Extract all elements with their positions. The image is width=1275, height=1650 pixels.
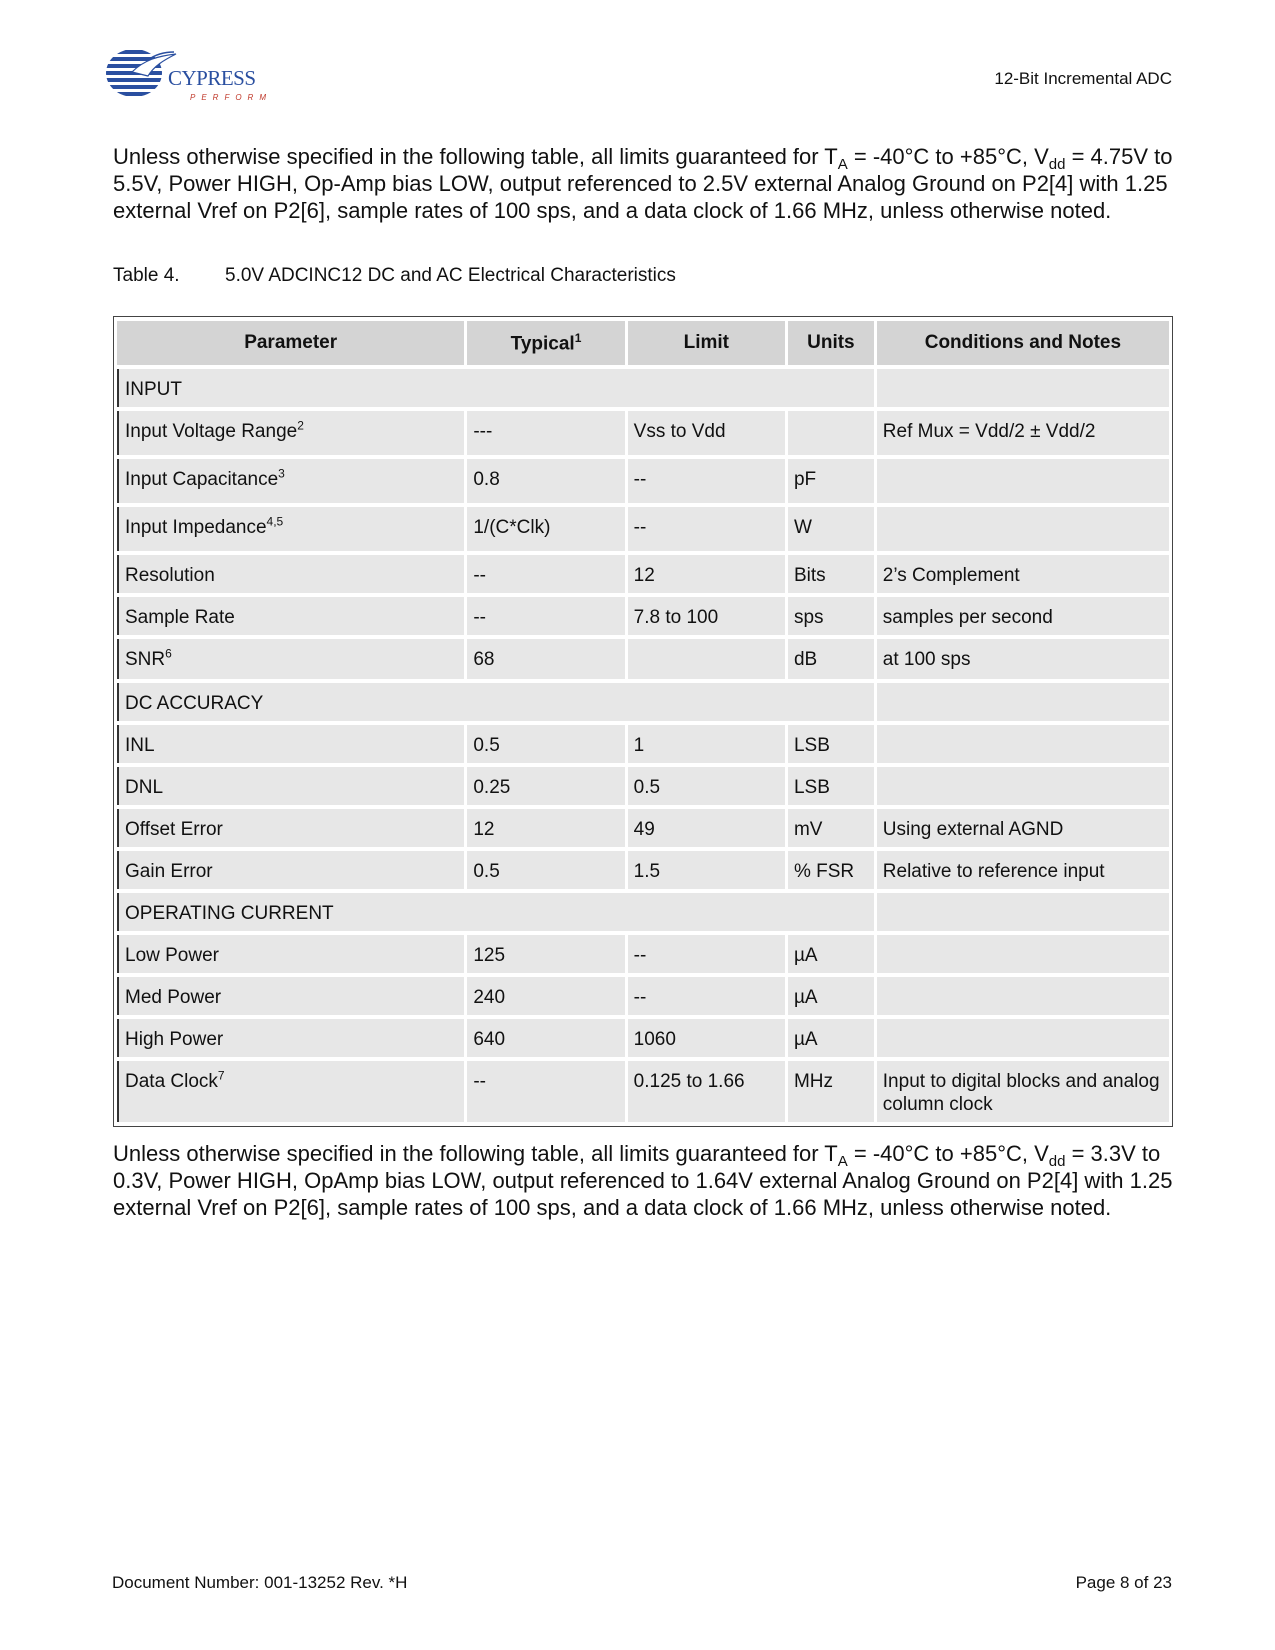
cell-parameter: Offset Error bbox=[117, 809, 464, 847]
header-parameter: Parameter bbox=[117, 321, 464, 365]
cell-units: LSB bbox=[788, 725, 874, 763]
cell-typical: 0.5 bbox=[467, 725, 624, 763]
cell-limit: 1.5 bbox=[628, 851, 785, 889]
section-label: DC ACCURACY bbox=[117, 683, 874, 721]
cell-typical: 0.5 bbox=[467, 851, 624, 889]
cell-parameter: DNL bbox=[117, 767, 464, 805]
table-caption bbox=[113, 265, 676, 287]
cell-typical: 240 bbox=[467, 977, 624, 1015]
cell-typical: 640 bbox=[467, 1019, 624, 1057]
header-typical: Typical$^1$ bbox=[467, 321, 624, 365]
cell-conditions bbox=[877, 459, 1169, 503]
cell-limit bbox=[628, 639, 785, 679]
cell-units: W bbox=[788, 507, 874, 551]
page-number: Page 8 of 23 bbox=[1075, 1573, 1172, 1592]
cell-limit: 49 bbox=[628, 809, 785, 847]
table-row bbox=[117, 725, 1169, 763]
cell-parameter: SNR$^6$ bbox=[117, 639, 464, 679]
cell-limit: Vss to Vdd bbox=[628, 411, 785, 455]
document-header-title: 12-Bit Incremental ADC bbox=[994, 69, 1172, 88]
cell-limit: 1060 bbox=[628, 1019, 785, 1057]
cell-units: dB bbox=[788, 639, 874, 679]
table-row bbox=[117, 411, 1169, 455]
cell-parameter: Input Capacitance$^3$ bbox=[117, 459, 464, 503]
cell-conditions: Relative to reference input bbox=[877, 851, 1169, 889]
cell-limit: 1 bbox=[628, 725, 785, 763]
cell-parameter: Input Voltage Range$^2$ bbox=[117, 411, 464, 455]
table-row bbox=[117, 459, 1169, 503]
cell-parameter: Low Power bbox=[117, 935, 464, 973]
section-label: INPUT bbox=[117, 369, 874, 407]
cell-limit: -- bbox=[628, 977, 785, 1015]
electrical-characteristics-table bbox=[113, 316, 1173, 1127]
cell-units: µA bbox=[788, 977, 874, 1015]
cell-typical: 0.8 bbox=[467, 459, 624, 503]
footnote-ref: 7 bbox=[217, 1068, 225, 1083]
cell-limit: 0.125 to 1.66 bbox=[628, 1061, 785, 1122]
cell-typical: -- bbox=[467, 555, 624, 593]
table-row bbox=[117, 809, 1169, 847]
logo-tagline: PERFORM bbox=[190, 93, 272, 102]
cell-typical: --- bbox=[467, 411, 624, 455]
outro-paragraph: Unless otherwise specified in the following table, all limits guaranteed for $T_A = -40^\circ C$ to +85°C, $V_{dd} = 3.3V$ to 0.3V, Power HIGH, OpAmp bias LOW, output referenced to 1.64V external Analog Ground on P2[4] with 1.25 external Vref on P2[6], sample rates of 100 sps, and a data clock of 1.66 MHz, unless otherwise noted. bbox=[113, 1141, 1173, 1220]
cell-units: mV bbox=[788, 809, 874, 847]
cell-typical: 125 bbox=[467, 935, 624, 973]
company-logo bbox=[98, 42, 272, 112]
cell-typical: -- bbox=[467, 597, 624, 635]
table-row bbox=[117, 977, 1169, 1015]
footnote-ref: 2 bbox=[297, 418, 304, 433]
header-conditions: Conditions and Notes bbox=[877, 321, 1169, 365]
cell-parameter: Sample Rate bbox=[117, 597, 464, 635]
section-label: OPERATING CURRENT bbox=[117, 893, 874, 931]
cell-limit: -- bbox=[628, 459, 785, 503]
cell-conditions bbox=[877, 725, 1169, 763]
cypress-globe-logo-icon bbox=[98, 42, 178, 104]
cell-conditions bbox=[877, 977, 1169, 1015]
table-row bbox=[117, 851, 1169, 889]
footnote-ref: 6 bbox=[165, 646, 172, 661]
cell-typical: 68 bbox=[467, 639, 624, 679]
cell-conditions bbox=[877, 767, 1169, 805]
cell-conditions: Using external AGND bbox=[877, 809, 1169, 847]
cell-units: LSB bbox=[788, 767, 874, 805]
cell-conditions: 2’s Complement bbox=[877, 555, 1169, 593]
cell-typical: 12 bbox=[467, 809, 624, 847]
table-row bbox=[117, 935, 1169, 973]
cell-parameter: Input Impedance$^{4,5}$ bbox=[117, 507, 464, 551]
header-units: Units bbox=[788, 321, 874, 365]
cell-conditions bbox=[877, 507, 1169, 551]
footnote-ref: 4,5 bbox=[266, 514, 284, 529]
cell-typical: 0.25 bbox=[467, 767, 624, 805]
table-header-row bbox=[117, 321, 1169, 365]
table-row bbox=[117, 597, 1169, 635]
cell-units: µA bbox=[788, 1019, 874, 1057]
table-number: Table 4. bbox=[113, 265, 180, 286]
cell-limit: -- bbox=[628, 935, 785, 973]
cell-conditions: Input to digital blocks and analog column clock bbox=[877, 1061, 1169, 1122]
cell-conditions: Ref Mux = Vdd/2 ± Vdd/2 bbox=[877, 411, 1169, 455]
cell-conditions bbox=[877, 935, 1169, 973]
cell-units: % FSR bbox=[788, 851, 874, 889]
cell-parameter: INL bbox=[117, 725, 464, 763]
table-row bbox=[117, 507, 1169, 551]
document-number: Document Number: 001-13252 Rev. *H bbox=[112, 1573, 408, 1592]
cell-parameter: Gain Error bbox=[117, 851, 464, 889]
cell-limit: 0.5 bbox=[628, 767, 785, 805]
table-row bbox=[117, 1019, 1169, 1057]
cell-conditions: samples per second bbox=[877, 597, 1169, 635]
cell-units: Bits bbox=[788, 555, 874, 593]
table-row bbox=[117, 555, 1169, 593]
cell-conditions: at 100 sps bbox=[877, 639, 1169, 679]
section-row-input bbox=[117, 369, 1169, 407]
table-row bbox=[117, 639, 1169, 679]
cell-limit: -- bbox=[628, 507, 785, 551]
cell-parameter: Med Power bbox=[117, 977, 464, 1015]
footnote-ref: 3 bbox=[278, 466, 285, 481]
cell-parameter: High Power bbox=[117, 1019, 464, 1057]
cell-parameter: Resolution bbox=[117, 555, 464, 593]
cell-parameter: Data Clock$^7$ bbox=[117, 1061, 464, 1122]
cell-units: sps bbox=[788, 597, 874, 635]
cell-typical: 1/(C*Clk) bbox=[467, 507, 624, 551]
cell-limit: 7.8 to 100 bbox=[628, 597, 785, 635]
cell-units: µA bbox=[788, 935, 874, 973]
cell-units: MHz bbox=[788, 1061, 874, 1122]
cell-conditions bbox=[877, 1019, 1169, 1057]
table-row bbox=[117, 767, 1169, 805]
cell-units: pF bbox=[788, 459, 874, 503]
table-row bbox=[117, 1061, 1169, 1122]
section-row-operating-current bbox=[117, 893, 1169, 931]
table-title: 5.0V ADCINC12 DC and AC Electrical Characteristics bbox=[225, 265, 676, 286]
section-row-dc-accuracy bbox=[117, 683, 1169, 721]
logo-brand-text: CYPRESS bbox=[168, 66, 256, 90]
cell-typical: -- bbox=[467, 1061, 624, 1122]
header-limit: Limit bbox=[628, 321, 785, 365]
cell-units bbox=[788, 411, 874, 455]
intro-paragraph: Unless otherwise specified in the following table, all limits guaranteed for $T_A = -40^\circ C$ to +85°C, $V_{dd} = 4.75V$ to 5.5V, Power HIGH, Op-Amp bias LOW, output referenced to 2.5V external Analog Ground on P2[4] with 1.25 external Vref on P2[6], sample rates of 100 sps, and a data clock of 1.66 MHz, unless otherwise noted. bbox=[113, 144, 1173, 223]
cell-limit: 12 bbox=[628, 555, 785, 593]
